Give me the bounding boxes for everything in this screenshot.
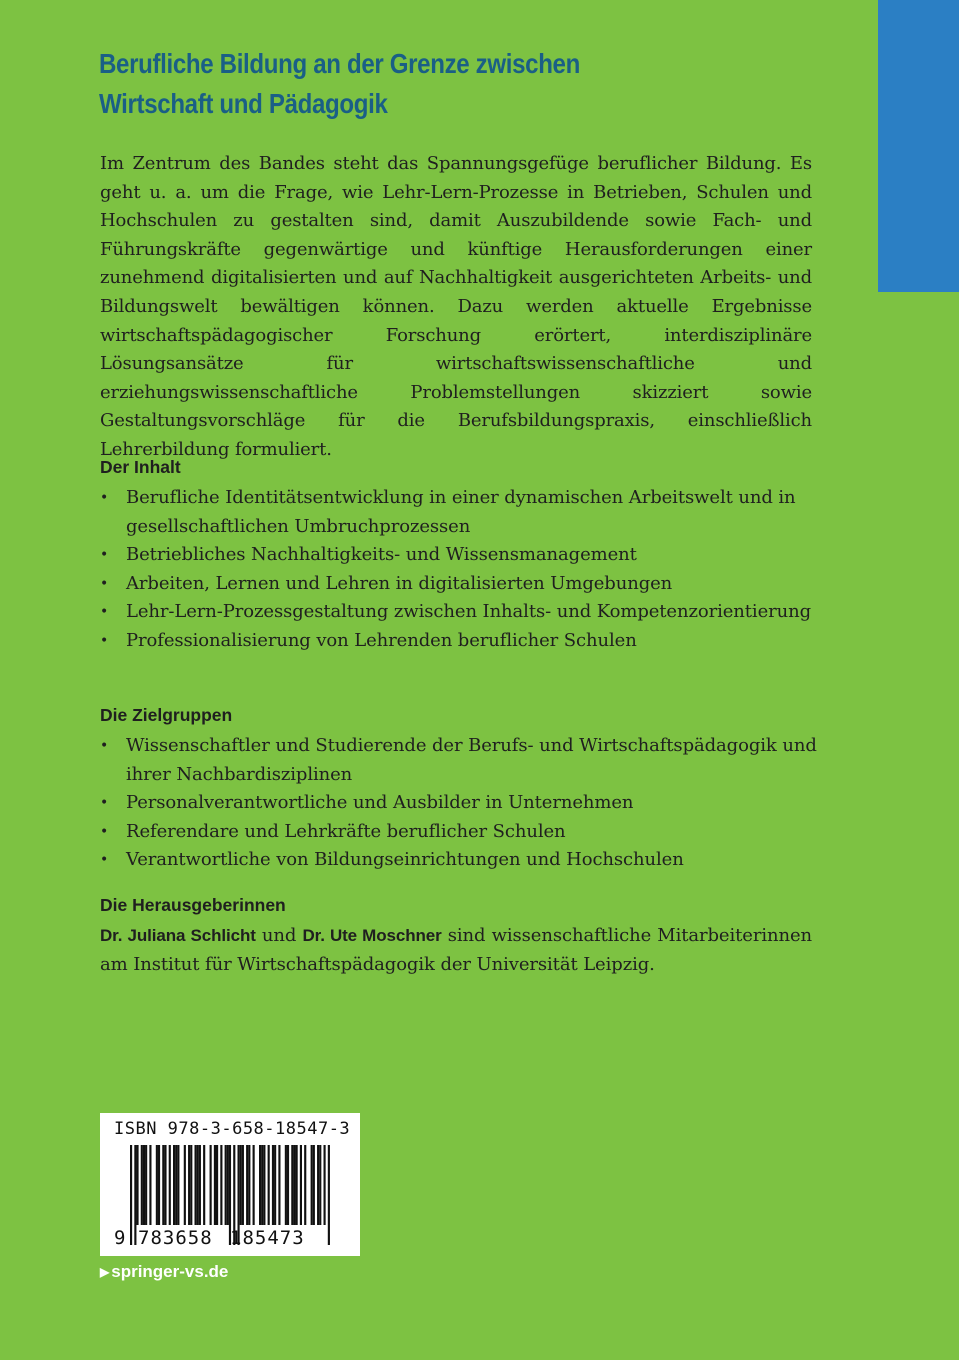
barcode-bar [143,1145,145,1225]
contents-list [100,484,840,656]
barcode-bar [261,1145,263,1225]
barcode-bar [203,1145,205,1225]
barcode-bar [296,1145,298,1225]
title-line-2: Wirtschaft und Pädagogik [99,88,388,119]
barcode-bar [149,1145,151,1225]
barcode-bar [304,1145,306,1225]
barcode-bar [242,1145,244,1225]
audience-heading: Die Zielgruppen [100,705,233,725]
barcode-bar [175,1145,177,1225]
barcode-bar [287,1145,289,1225]
editors-bio [100,922,812,979]
barcode-bar [210,1145,212,1225]
publisher-url: springer-vs.de [111,1262,229,1281]
barcode-bar [272,1145,274,1225]
barcode-bar [162,1145,164,1225]
list-item: • Professionalisierung von Lehrenden beruflicher Schulen [100,629,637,651]
list-item: • Betriebliches Nachhaltigkeits- und Wissensmanagement [100,544,637,566]
book-title [99,44,753,124]
barcode-bar [285,1145,287,1225]
intro-paragraph: Im Zentrum des Bandes steht das Spannungsgefüge beruflicher Bildung. Es geht u. a. um die Frage, wie Lehr-Lern-Prozesse in Betrieben, Schulen und Hochschulen zu gestalten sind, damit Auszubildende sowie Fach- und Führungskräfte gegenwärtige und künftige Herausforderungen einer zunehmend digitalisierten und auf Nachhaltigkeit ausgerichteten Arbeits- und Bildungswelt bewältigen können. Dazu werden aktuelle Ergebnisse wirtschaftspädagogischer Forschung erörtert, interdisziplinäre Lösungsansätze für wirtschaftswissenschaftliche und erziehungswissenschaftliche Problemstellungen skizziert sowie Gestaltungsvorschläge für die Berufsbildungspraxis, einschließlich Lehrerbildung formuliert. [100,153,812,460]
barcode-bar [130,1145,132,1245]
barcode-bar [134,1145,136,1245]
list-item: • Personalverantwortliche und Ausbilder in Unternehmen [100,792,634,814]
barcode-bar [253,1145,255,1225]
barcode-bar [199,1145,201,1225]
accent-tab [878,0,959,292]
barcode-bar [278,1145,280,1225]
editors-conjunction: und [255,925,303,946]
editors-description: sind wissenschaftliche Mitarbeiterinnen am Institut für Wirtschaftspädagogik der Universität Leipzig. [100,925,813,975]
isbn-barcode [100,1113,360,1256]
audience-list [100,732,840,875]
barcode-bar [158,1145,160,1225]
barcode-bar [214,1145,216,1225]
barcode-bar [311,1145,313,1225]
barcode-bar [259,1145,261,1225]
list-item: • Wissenschaftler und Studierende der Berufs- und Wirtschaftspädagogik und ihrer Nachbardisziplinen [100,735,817,785]
barcode-bar [225,1145,227,1225]
barcode-bar [197,1145,199,1225]
barcode-bar [319,1145,321,1225]
editor-name-1: Dr. Juliana Schlicht [100,926,256,945]
barcode-bar [263,1145,265,1225]
barcode-bar [169,1145,171,1225]
barcode-bar [300,1145,302,1225]
barcode-bar [190,1145,192,1225]
barcode-bar [216,1145,218,1225]
barcode-bar [156,1145,158,1225]
barcode-bar [220,1145,222,1225]
barcode-bar [248,1145,250,1225]
barcode-bar [274,1145,276,1225]
barcode-bar [293,1145,295,1225]
barcode-bar [184,1145,186,1225]
barcode-bar [246,1145,248,1225]
barcode-digit-first: 9 [114,1227,126,1249]
list-item: • Berufliche Identitätsentwicklung in einer dynamischen Arbeitswelt und in gesellschaftlichen Umbruchprozessen [100,487,796,537]
barcode-bar [324,1145,326,1225]
barcode-digit-group-2: 185473 [230,1227,305,1249]
barcode-bar [177,1145,179,1225]
barcode-bar [291,1145,293,1225]
publisher-link[interactable] [100,1262,228,1282]
barcode-bar [268,1145,270,1225]
list-item: • Lehr-Lern-Prozessgestaltung zwischen Inhalts- und Kompetenzorientierung [100,601,812,623]
barcode-bar [136,1145,138,1225]
list-item: • Arbeiten, Lernen und Lehren in digitalisierten Umgebungen [100,572,673,594]
contents-heading: Der Inhalt [100,457,181,477]
barcode-bar [188,1145,190,1225]
barcode-bar [240,1145,242,1225]
title-line-1: Berufliche Bildung an der Grenze zwischen [99,48,580,79]
barcode-bar [195,1145,197,1225]
editors-heading: Die Herausgeberinnen [100,895,286,915]
barcode-digit-group-1: 783658 [138,1227,213,1249]
barcode-bar [313,1145,315,1225]
barcode-bar [164,1145,166,1225]
barcode-bar [317,1145,319,1225]
barcode-bar [227,1145,229,1225]
editor-name-2: Dr. Ute Moschner [302,926,442,945]
play-arrow-icon: ▶ [100,1265,110,1279]
list-item: • Referendare und Lehrkräfte beruflicher Schulen [100,820,566,842]
barcode-bar [328,1145,330,1245]
isbn-label: ISBN 978-3-658-18547-3 [114,1119,351,1139]
list-item: • Verantwortliche von Bildungseinrichtungen und Hochschulen [100,849,684,871]
barcode-bar [145,1145,147,1225]
barcode-bar [173,1145,175,1225]
barcode-bar [141,1145,143,1225]
